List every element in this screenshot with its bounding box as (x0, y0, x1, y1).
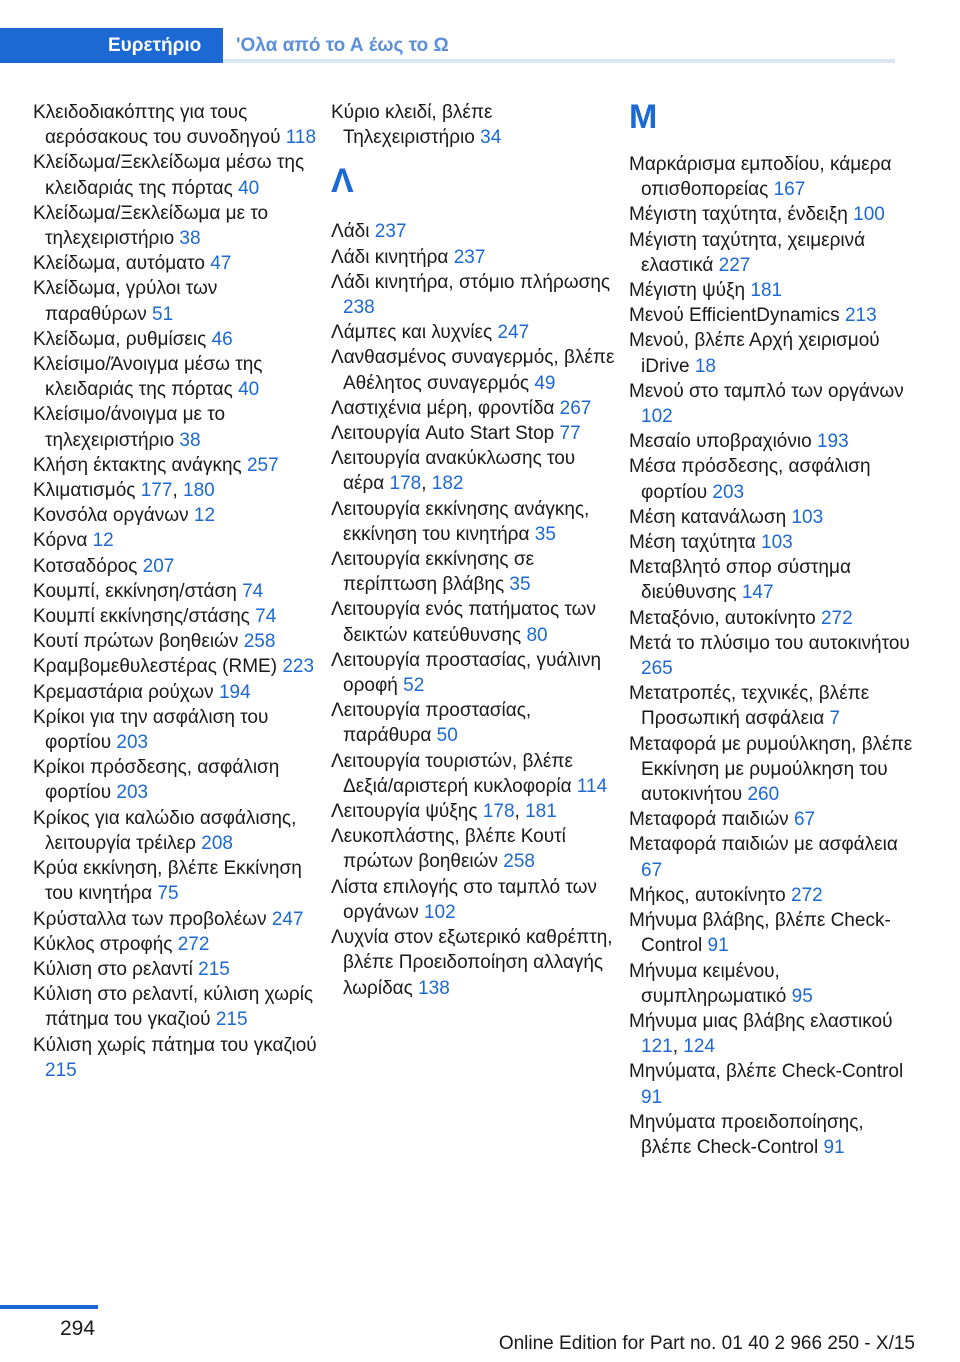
index-entry (33, 604, 323, 629)
page-reference-link[interactable]: 258 (243, 631, 276, 653)
index-entry: Λειτουργία ανακύκλωσης του αέρα 178, 182 (331, 448, 576, 495)
page-reference-link[interactable]: 260 (747, 784, 780, 806)
index-term: Μέση ταχύτητα (629, 532, 756, 554)
page-reference-link[interactable]: 124 (683, 1036, 715, 1058)
page-reference-link[interactable]: 91 (823, 1136, 845, 1158)
index-term: Κρύα εκκίνηση, βλέπε Εκκίνηση του κινητήρα (33, 858, 302, 905)
index-entry (331, 648, 621, 698)
index-term: Κοτσαδόρος (33, 555, 138, 577)
index-term: Μέγιστη ψύξη (629, 280, 746, 302)
index-entry (33, 907, 323, 932)
index-term: Κύλιση χωρίς πάτημα του γκαζιού (33, 1034, 317, 1056)
index-entry (33, 957, 323, 982)
page-reference-link[interactable]: 265 (641, 658, 673, 680)
page-reference-link[interactable]: 7 (829, 708, 841, 730)
tab-index[interactable]: Ευρετήριο (0, 28, 223, 63)
index-entry (629, 278, 919, 303)
index-term: Μεταξόνιο, αυτοκίνητο (629, 607, 816, 629)
index-entry (629, 732, 919, 808)
index-entry (629, 228, 919, 278)
index-term: Μήκος, αυτοκίνητο (629, 884, 786, 906)
index-term: Κουμπί εκκίνησης/στάσης (33, 606, 250, 628)
index-entry (629, 959, 919, 1009)
index-term: Λάδι κινητήρα (331, 246, 449, 268)
index-entry (629, 631, 919, 681)
page-reference-link[interactable]: 91 (641, 1086, 663, 1108)
page-reference-link[interactable]: 77 (559, 423, 581, 445)
index-term: Λειτουργία τουριστών, βλέπε Δεξιά/αριστερή κυκλοφορία (331, 750, 573, 797)
page-reference-link[interactable]: 38 (179, 228, 201, 250)
page-reference-link[interactable]: 12 (193, 505, 216, 527)
page-reference-link[interactable]: 167 (773, 179, 806, 201)
index-term: Κρίκοι για την ασφάλιση του φορτίου (33, 706, 269, 754)
index-term: Κλείδωμα/Ξεκλείδωμα μέσω της κλειδαριάς της πόρτας (33, 152, 305, 199)
index-term: Κονσόλα οργάνων (33, 505, 189, 527)
index-term: Μέσα πρόσδεσης, ασφάλιση φορτίου (629, 456, 871, 503)
page-reference-link[interactable]: 207 (142, 555, 175, 577)
page-reference-link[interactable]: 180 (183, 480, 215, 502)
index-entry (629, 883, 919, 908)
index-entry (33, 251, 323, 276)
index-term: Μαρκάρισμα εμποδίου, κάμερα οπισθοπορείας (629, 154, 892, 201)
page-reference-link[interactable]: 178 (389, 473, 422, 495)
index-entry (33, 705, 323, 755)
index-entry (629, 379, 919, 429)
index-term: Κύλιση στο ρελαντί (33, 958, 193, 980)
index-entry (33, 201, 323, 251)
page-reference-link[interactable]: 67 (641, 859, 663, 881)
index-term: Λειτουργία ψύξης (331, 801, 478, 823)
index-letter-heading: Λ (331, 162, 354, 201)
index-entry (331, 219, 621, 244)
page-reference-link[interactable]: 34 (480, 127, 502, 149)
page-reference-link[interactable]: 80 (526, 624, 548, 646)
index-entry (331, 396, 621, 421)
index-term: Μενού EfficientDynamics (629, 305, 840, 327)
index-entry (629, 606, 919, 631)
index-entry (331, 345, 621, 395)
index-term: Μενού, βλέπε Αρχή χειρισμού iDrive (629, 330, 880, 377)
page-reference-link[interactable]: 215 (45, 1059, 77, 1081)
index-term: Κλιματισμός (33, 480, 136, 502)
index-column-1 (33, 100, 323, 1083)
index-term: Μέση κατανάλωση (629, 506, 787, 528)
index-entry (331, 100, 621, 150)
index-entry (33, 352, 323, 402)
index-term: Μετατροπές, τεχνικές, βλέπε Προσωπική ασφάλεια (629, 683, 870, 730)
index-entry (33, 503, 323, 528)
page-reference-link[interactable]: 95 (791, 985, 813, 1007)
index-entry (331, 698, 621, 748)
page-reference-link[interactable]: 213 (844, 305, 877, 327)
index-entry (331, 320, 621, 345)
index-entry (331, 875, 621, 925)
page-reference-link[interactable]: 50 (436, 725, 458, 747)
index-column-3 (629, 100, 919, 1160)
index-column-2 (331, 100, 621, 1001)
page-reference-link[interactable]: 12 (92, 530, 114, 552)
index-term: Κλειδοδιακόπτης για τους αερόσακους του συνοδηγού (33, 102, 281, 149)
index-term: Κρίκος για καλώδιο ασφάλισης, λειτουργία τρέιλερ (33, 807, 297, 854)
page-reference-link[interactable]: 272 (820, 607, 853, 629)
index-term: Κλείδωμα/Ξεκλείδωμα με το τηλεχειριστήριο (33, 202, 269, 250)
page-reference-link[interactable]: 40 (238, 379, 260, 401)
index-entry (331, 270, 621, 320)
index-entry (629, 202, 919, 227)
index-term: Λάδι (331, 221, 370, 243)
index-term: Μήνυμα μιας βλάβης ελαστικού (629, 1010, 893, 1032)
index-term: Μεσαίο υποβραχιόνιο (629, 431, 812, 453)
index-entry (33, 1033, 323, 1083)
page-reference-link[interactable]: 121 (641, 1036, 673, 1058)
index-entry (629, 530, 919, 555)
page-reference-link[interactable]: 178 (482, 801, 515, 823)
index-entry (33, 276, 323, 326)
index-term: Κρεμαστάρια ρούχων (33, 681, 214, 703)
index-entry (629, 555, 919, 605)
index-term: Λειτουργία προστασίας, παράθυρα (331, 700, 532, 747)
index-term: Λαστιχένια μέρη, φροντίδα (331, 397, 555, 419)
page-reference-link[interactable]: 257 (246, 454, 279, 476)
page-reference-link[interactable]: 238 (343, 297, 375, 319)
page-reference-link[interactable]: 223 (282, 656, 315, 678)
page-reference-link[interactable]: 100 (853, 204, 885, 226)
index-entry (331, 421, 621, 446)
page-reference-link[interactable]: 114 (576, 775, 608, 797)
page-reference-link[interactable]: 247 (497, 322, 530, 344)
index-term: Μενού στο ταμπλό των οργάνων (629, 380, 904, 402)
page-reference-link[interactable]: 237 (374, 221, 407, 243)
index-term: Μεταβλητό σπορ σύστημα διεύθυνσης (629, 557, 851, 604)
page-reference-link[interactable]: 203 (116, 782, 149, 804)
index-entry (33, 579, 323, 604)
index-entry (331, 597, 621, 647)
page-reference-link[interactable]: 203 (712, 481, 745, 503)
index-term: Κόρνα (33, 530, 88, 552)
index-term: Κλείδωμα, αυτόματο (33, 253, 205, 275)
page-reference-link[interactable]: 193 (816, 431, 849, 453)
index-entry (33, 856, 323, 906)
page-reference-link[interactable]: 247 (271, 908, 304, 930)
index-term: Μηνύματα, βλέπε Check-Control (629, 1061, 904, 1083)
index-term: Λυχνία στον εξωτερικό καθρέπτη, βλέπε Προειδοποίηση αλλαγής λωρίδας (331, 927, 613, 999)
index-entry (33, 554, 323, 579)
index-term: Μήνυμα κειμένου, συμπληρωματικό (629, 960, 787, 1007)
index-term: Κουτί πρώτων βοηθειών (33, 631, 239, 653)
index-entry (33, 327, 323, 352)
page-reference-link[interactable]: 67 (793, 809, 816, 831)
page-reference-link[interactable]: 102 (423, 901, 456, 923)
index-term: Κλείσιμο/άνοιγμα με το τηλεχειριστήριο (33, 404, 226, 451)
page-reference-link[interactable]: 208 (201, 832, 233, 854)
index-term: Λανθασμένος συναγερμός, βλέπε Αθέλητος συναγερμός (331, 347, 615, 394)
index-term: Κραμβομεθυλεστέρας (RME) (33, 656, 278, 678)
index-entry (331, 497, 621, 547)
index-entry (629, 1110, 919, 1160)
index-term: Λίστα επιλογής στο ταμπλό των οργάνων (331, 876, 597, 923)
index-letter-heading: Μ (629, 98, 658, 136)
page-reference-link[interactable]: 49 (534, 372, 556, 394)
page-reference-link[interactable]: 147 (741, 582, 774, 604)
index-entry (33, 982, 323, 1032)
index-entry (331, 547, 621, 597)
index-entry (629, 832, 919, 882)
index-entry (33, 629, 323, 654)
index-entry (629, 303, 919, 328)
page-reference-link[interactable]: 118 (285, 127, 317, 149)
index-term: Μήνυμα βλάβης, βλέπε Check-Control (629, 910, 891, 957)
index-entry (33, 528, 323, 553)
index-entry (33, 150, 323, 200)
tab-a-to-z[interactable]: 'Ολα από το Α έως το Ω (223, 28, 895, 63)
index-term: Μεταφορά παιδιών με ασφάλεια (629, 834, 898, 856)
page-reference-link[interactable]: 74 (242, 580, 264, 602)
index-entry (33, 806, 323, 856)
page-reference-link[interactable]: 203 (116, 732, 149, 754)
page-reference-link[interactable]: 258 (503, 851, 535, 873)
index-term: Λειτουργία εκκίνησης σε περίπτωση βλάβης (331, 549, 535, 596)
page-reference-link[interactable]: 52 (403, 675, 425, 697)
page-reference-link[interactable]: 267 (559, 397, 592, 419)
index-entry (33, 680, 323, 705)
page-reference-link[interactable]: 40 (238, 177, 260, 199)
index-entry: Μήνυμα μιας βλάβης ελαστικού 121, 124 (629, 1010, 893, 1058)
index-term: Μέγιστη ταχύτητα, ένδειξη (629, 204, 848, 226)
index-entry (331, 824, 621, 874)
edition-note: Online Edition for Part no. 01 40 2 966 250 - X/15 (498, 1333, 915, 1354)
page-reference-link[interactable]: 18 (694, 355, 716, 377)
page-reference-link[interactable]: 237 (453, 246, 486, 268)
page-reference-link[interactable]: 47 (210, 253, 232, 275)
footer-accent-bar (0, 1305, 98, 1309)
page-reference-link[interactable]: 51 (152, 303, 174, 325)
index-term: Κουμπί, εκκίνηση/στάση (33, 580, 237, 602)
index-term: Μέγιστη ταχύτητα, χειμερινά ελαστικά (629, 229, 866, 276)
page-reference-link[interactable]: 138 (418, 977, 450, 999)
index-term: Μετά το πλύσιμο του αυτοκινήτου (629, 632, 910, 654)
index-term: Λειτουργία ανακύκλωσης του αέρα (331, 448, 576, 495)
index-entry (33, 755, 323, 805)
page-reference-link[interactable]: 102 (641, 406, 673, 428)
index-entry (629, 807, 919, 832)
index-entry (33, 654, 323, 679)
index-term: Λευκοπλάστης, βλέπε Κουτί πρώτων βοηθειών (331, 826, 566, 873)
index-entry (629, 505, 919, 530)
index-term: Κλείδωμα, ρυθμίσεις (33, 328, 207, 350)
index-entry (629, 429, 919, 454)
index-entry (629, 328, 919, 378)
index-entry (33, 932, 323, 957)
page-reference-link[interactable]: 74 (255, 606, 277, 628)
index-entry (629, 152, 919, 202)
index-entry (33, 402, 323, 452)
index-entry: Κλιματισμός 177, 180 (33, 480, 215, 502)
page-reference-link[interactable]: 103 (791, 506, 824, 528)
page-reference-link[interactable]: 215 (198, 958, 230, 980)
index-entry (629, 1059, 919, 1109)
header-underline (223, 59, 895, 63)
index-term: Κρύσταλλα των προβολέων (33, 908, 267, 930)
index-term: Λάδι κινητήρα, στόμιο πλήρωσης (331, 271, 611, 293)
page-reference-link[interactable]: 182 (431, 473, 464, 495)
page-reference-link[interactable]: 75 (157, 883, 179, 905)
index-term: Κλήση έκτακτης ανάγκης (33, 454, 242, 476)
page-reference-link[interactable]: 38 (179, 429, 201, 451)
page-reference-link[interactable]: 103 (761, 532, 793, 554)
page-reference-link[interactable]: 181 (525, 801, 557, 823)
index-entry (331, 245, 621, 270)
index-term: Κύκλος στροφής (33, 933, 173, 955)
index-term: Κύριο κλειδί, βλέπε Τηλεχειριστήριο (331, 102, 493, 149)
page-reference-link[interactable]: 91 (707, 935, 729, 957)
index-entry (629, 681, 919, 731)
index-term: Κρίκοι πρόσδεσης, ασφάλιση φορτίου (33, 757, 280, 804)
page-number: 294 (60, 1317, 96, 1340)
index-term: Λειτουργία Auto Start Stop (331, 423, 555, 445)
index-entry: Λειτουργία ψύξης 178, 181 (331, 801, 557, 823)
page-reference-link[interactable]: 272 (177, 933, 210, 955)
index-term: Κύλιση στο ρελαντί, κύλιση χωρίς πάτημα του γκαζιού (33, 984, 314, 1031)
index-term: Λάμπες και λυχνίες (331, 322, 493, 344)
page-header (0, 28, 895, 63)
page-reference-link[interactable]: 227 (718, 254, 751, 276)
page-reference-link[interactable]: 194 (218, 681, 251, 703)
index-entry (33, 453, 323, 478)
page-reference-link[interactable]: 272 (791, 884, 823, 906)
index-entry (629, 908, 919, 958)
page-reference-link[interactable]: 177 (140, 480, 173, 502)
index-term: Λειτουργία ενός πατήματος των δεικτών κατεύθυνσης (331, 599, 596, 646)
page-reference-link[interactable]: 215 (215, 1009, 248, 1031)
index-entry (33, 100, 323, 150)
page-reference-link[interactable]: 35 (509, 574, 531, 596)
page-reference-link[interactable]: 181 (750, 280, 783, 302)
index-term: Μεταφορά παιδιών (629, 809, 789, 831)
index-entry (629, 454, 919, 504)
index-term: Κλείσιμο/Άνοιγμα μέσω της κλειδαριάς της πόρτας (33, 354, 263, 401)
index-term: Λειτουργία προστασίας, γυάλινη οροφή (331, 649, 602, 697)
index-entry (331, 749, 621, 799)
index-term: Μεταφορά με ρυμούλκηση, βλέπε Εκκίνηση με ρυμούλκηση του αυτοκινήτου (629, 733, 913, 806)
index-term: Κλείδωμα, γρύλοι των παραθύρων (33, 278, 218, 325)
index-term: Μηνύματα προειδοποίησης, βλέπε Check-Control (629, 1111, 864, 1158)
page-reference-link[interactable]: 35 (534, 523, 556, 545)
index-entry (331, 925, 621, 1001)
page-reference-link[interactable]: 46 (211, 328, 233, 350)
index-term: Λειτουργία εκκίνησης ανάγκης, εκκίνηση του κινητήρα (331, 498, 590, 545)
